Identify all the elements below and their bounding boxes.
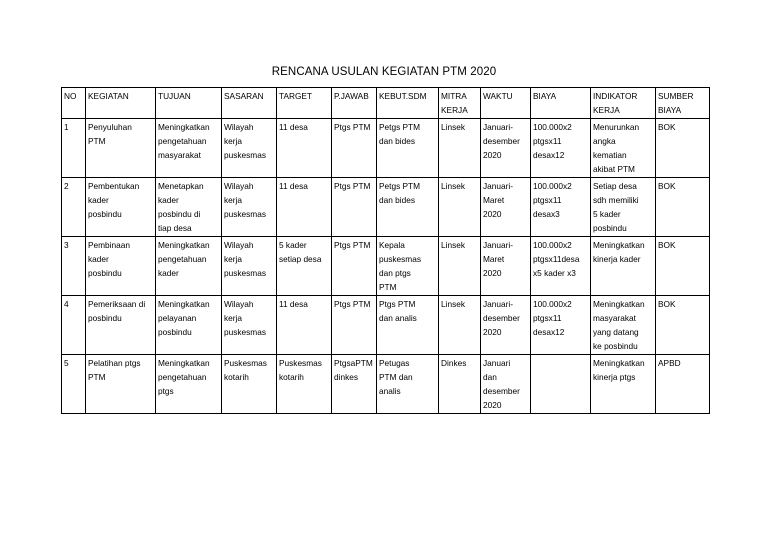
cell-text-line: dan analis [379,313,417,323]
cell-text-line: Menetapkan [158,181,204,191]
cell-text-line: BOK [658,122,676,132]
cell-text-line: pelayanan [158,313,197,323]
cell-text-line: P.JAWAB [334,91,369,101]
cell-text-line: puskesmas [224,209,266,219]
cell-text-line: Petgs PTM [379,122,421,132]
cell-text-line: Januari- [483,181,513,191]
cell-text-line: pengetahuan [158,372,207,382]
cell-text-line: 11 desa [279,181,308,191]
sasaran-cell [222,237,277,296]
cell-text-line: Januari- [483,299,513,309]
header-sumber-biaya-cell [656,88,710,119]
cell-text-line: ptgsx11 [533,195,562,205]
target-cell [277,119,332,178]
cell-text-line: Wilayah [224,299,254,309]
cell-text-line: kerja [224,254,242,264]
cell-text-line: Linsek [441,240,465,250]
target-cell [277,237,332,296]
cell-text-line: 4 [64,299,69,309]
cell-text-line: 100.000x2 [533,181,572,191]
header-tujuan-cell [156,88,222,119]
cell-text-line: BIAYA [533,91,557,101]
cell-text-line: 5 [64,358,69,368]
tujuan-cell [156,237,222,296]
cell-text-line: Meningkatkan [593,240,645,250]
sasaran-cell [222,178,277,237]
mitra-kerja-cell [439,119,481,178]
header-kegiatan-cell [86,88,156,119]
cell-text-line: Petugas [379,358,410,368]
cell-text-line: 1 [64,122,69,132]
cell-text-line: Ptgs PTM [334,299,371,309]
cell-text-line: kematian [593,150,627,160]
mitra-kerja-cell [439,237,481,296]
sumber-biaya-cell [656,119,710,178]
mitra-kerja-cell [439,296,481,355]
cell-text-line: PtgsaPTM [334,358,373,368]
cell-text-line: SASARAN [224,91,264,101]
sumber-biaya-cell [656,355,710,414]
cell-text-line: desember [483,136,520,146]
cell-text-line: kinerja kader [593,254,641,264]
header-mitra-kerja-cell [439,88,481,119]
cell-text-line: Wilayah [224,240,254,250]
cell-text-line: Meningkatkan [158,358,210,368]
cell-text-line: masyarakat [593,313,636,323]
waktu-cell [481,296,531,355]
cell-text-line: TARGET [279,91,313,101]
cell-text-line: TUJUAN [158,91,191,101]
cell-text-line: PTM [88,136,106,146]
pjawab-cell [332,237,377,296]
cell-text-line: Setiap desa [593,181,637,191]
cell-text-line: puskesmas [224,150,266,160]
cell-text-line: puskesmas [224,268,266,278]
cell-text-line: 100.000x2 [533,240,572,250]
cell-text-line: SUMBER [658,91,694,101]
kebut-sdm-cell [377,296,439,355]
cell-text-line: yang datang [593,327,639,337]
cell-text-line: kerja [224,195,242,205]
cell-text-line: Dinkes [441,358,467,368]
cell-text-line: Meningkatkan [593,299,645,309]
cell-text-line: Meningkatkan [158,299,210,309]
cell-text-line: desax12 [533,327,565,337]
cell-text-line: dinkes [334,372,358,382]
table-header-row [62,88,710,119]
cell-text-line: Linsek [441,122,465,132]
sasaran-cell [222,119,277,178]
cell-text-line: pengetahuan [158,136,207,146]
no-cell [62,119,86,178]
kebut-sdm-cell [377,119,439,178]
kegiatan-cell [86,178,156,237]
cell-text-line: desax12 [533,150,565,160]
cell-text-line: Puskesmas [224,358,267,368]
cell-text-line: kinerja ptgs [593,372,636,382]
cell-text-line: posbindu [88,268,122,278]
cell-text-line: kotarih [279,372,304,382]
table-row [62,237,710,296]
cell-text-line: Kepala [379,240,405,250]
cell-text-line: masyarakat [158,150,201,160]
kegiatan-cell [86,296,156,355]
cell-text-line: 2020 [483,268,502,278]
biaya-cell [531,119,591,178]
document-title: RENCANA USULAN KEGIATAN PTM 2020 [271,66,497,78]
cell-text-line: Petgs PTM [379,181,421,191]
cell-text-line: Menurunkan [593,122,640,132]
cell-text-line: Ptgs PTM [379,299,416,309]
no-cell [62,178,86,237]
cell-text-line: Penyuluhan [88,122,132,132]
target-cell [277,355,332,414]
biaya-cell [531,237,591,296]
cell-text-line: Pelatihan ptgs [88,358,141,368]
cell-text-line: kerja [224,313,242,323]
cell-text-line: desax3 [533,209,560,219]
cell-text-line: INDIKATOR [593,91,638,101]
waktu-cell [481,355,531,414]
cell-text-line: kader [88,254,109,264]
mitra-kerja-cell [439,178,481,237]
cell-text-line: PTM dan [379,372,413,382]
no-cell [62,355,86,414]
cell-text-line: kotarih [224,372,249,382]
waktu-cell [481,237,531,296]
header-target-cell [277,88,332,119]
cell-text-line: PTM [379,282,397,292]
cell-text-line: 5 kader [593,209,621,219]
cell-text-line: APBD [658,358,681,368]
cell-text-line: posbindu [88,209,122,219]
cell-text-line: BOK [658,299,676,309]
cell-text-line: kerja [224,136,242,146]
cell-text-line: puskesmas [379,254,421,264]
cell-text-line: Pembinaan [88,240,130,250]
sumber-biaya-cell [656,178,710,237]
cell-text-line: desember [483,313,520,323]
cell-text-line: Linsek [441,181,465,191]
cell-text-line: Linsek [441,299,465,309]
cell-text-line: Januari [483,358,511,368]
sasaran-cell [222,355,277,414]
cell-text-line: setiap desa [279,254,322,264]
pjawab-cell [332,178,377,237]
cell-text-line: WAKTU [483,91,513,101]
kebut-sdm-cell [377,178,439,237]
cell-text-line: ptgs [158,386,174,396]
cell-text-line: 2020 [483,150,502,160]
cell-text-line: Maret [483,195,505,205]
cell-text-line: Wilayah [224,181,254,191]
cell-text-line: Meningkatkan [593,358,645,368]
cell-text-line: 100.000x2 [533,299,572,309]
kegiatan-cell [86,237,156,296]
table-row [62,178,710,237]
cell-text-line: angka [593,136,616,146]
cell-text-line: 5 kader [279,240,307,250]
table-row [62,355,710,414]
cell-text-line: desember [483,386,520,396]
kebut-sdm-cell [377,237,439,296]
cell-text-line: posbindu di [158,209,201,219]
table-row [62,296,710,355]
waktu-cell [481,119,531,178]
cell-text-line: Ptgs PTM [334,122,371,132]
kegiatan-cell [86,355,156,414]
biaya-cell [531,355,591,414]
cell-text-line: Meningkatkan [158,240,210,250]
cell-text-line: kader [158,268,179,278]
header-kebut-sdm-cell [377,88,439,119]
cell-text-line: 11 desa [279,299,308,309]
target-cell [277,296,332,355]
sumber-biaya-cell [656,296,710,355]
cell-text-line: Januari- [483,240,513,250]
cell-text-line: BOK [658,240,676,250]
no-cell [62,237,86,296]
cell-text-line: posbindu [88,313,122,323]
sasaran-cell [222,296,277,355]
cell-text-line: 2020 [483,400,502,410]
cell-text-line: 2020 [483,209,502,219]
activity-plan-table [61,87,710,414]
indikator-kerja-cell [591,178,656,237]
cell-text-line: ptgsx11 [533,313,562,323]
header-sasaran-cell [222,88,277,119]
cell-text-line: Maret [483,254,505,264]
pjawab-cell [332,296,377,355]
cell-text-line: BOK [658,181,676,191]
cell-text-line: Meningkatkan [158,122,210,132]
cell-text-line: Wilayah [224,122,254,132]
pjawab-cell [332,355,377,414]
cell-text-line: KERJA [593,105,620,115]
indikator-kerja-cell [591,355,656,414]
cell-text-line: pengetahuan [158,254,207,264]
cell-text-line: KERJA [441,105,468,115]
cell-text-line: sdh memiliki [593,195,639,205]
table-row [62,119,710,178]
cell-text-line: dan bides [379,136,415,146]
header-pjawab-cell [332,88,377,119]
mitra-kerja-cell [439,355,481,414]
indikator-kerja-cell [591,296,656,355]
pjawab-cell [332,119,377,178]
cell-text-line: dan ptgs [379,268,411,278]
cell-text-line: ptgsx11desa [533,254,580,264]
cell-text-line: 100.000x2 [533,122,572,132]
cell-text-line: dan [483,372,497,382]
cell-text-line: puskesmas [224,327,266,337]
cell-text-line: Januari- [483,122,513,132]
waktu-cell [481,178,531,237]
biaya-cell [531,178,591,237]
cell-text-line: Pembentukan [88,181,140,191]
cell-text-line: 11 desa [279,122,308,132]
header-indikator-kerja-cell [591,88,656,119]
cell-text-line: akibat PTM [593,164,635,174]
cell-text-line: NO [64,91,77,101]
cell-text-line: analis [379,386,401,396]
cell-text-line: Puskesmas [279,358,322,368]
header-waktu-cell [481,88,531,119]
cell-text-line: Pemeriksaan di [88,299,146,309]
cell-text-line: 2 [64,181,69,191]
cell-text-line: kader [158,195,179,205]
kebut-sdm-cell [377,355,439,414]
header-no-cell [62,88,86,119]
cell-text-line: ke posbindu [593,341,638,351]
cell-text-line: 3 [64,240,69,250]
kegiatan-cell [86,119,156,178]
cell-text-line: posbindu [593,223,627,233]
cell-text-line: tiap desa [158,223,192,233]
cell-text-line: dan bides [379,195,415,205]
cell-text-line: KEBUT.SDM [379,91,427,101]
indikator-kerja-cell [591,119,656,178]
cell-text-line: ptgsx11 [533,136,562,146]
tujuan-cell [156,178,222,237]
cell-text-line: kader [88,195,109,205]
sumber-biaya-cell [656,237,710,296]
cell-text-line: MITRA [441,91,467,101]
cell-text-line: 2020 [483,327,502,337]
tujuan-cell [156,296,222,355]
biaya-cell [531,296,591,355]
cell-text-line: KEGIATAN [88,91,129,101]
tujuan-cell [156,119,222,178]
indikator-kerja-cell [591,237,656,296]
header-biaya-cell [531,88,591,119]
no-cell [62,296,86,355]
cell-text-line: Ptgs PTM [334,240,371,250]
cell-text-line: posbindu [158,327,192,337]
cell-text-line: Ptgs PTM [334,181,371,191]
cell-text-line: BIAYA [658,105,682,115]
cell-text-line: PTM [88,372,106,382]
cell-text-line: x5 kader x3 [533,268,576,278]
target-cell [277,178,332,237]
tujuan-cell [156,355,222,414]
